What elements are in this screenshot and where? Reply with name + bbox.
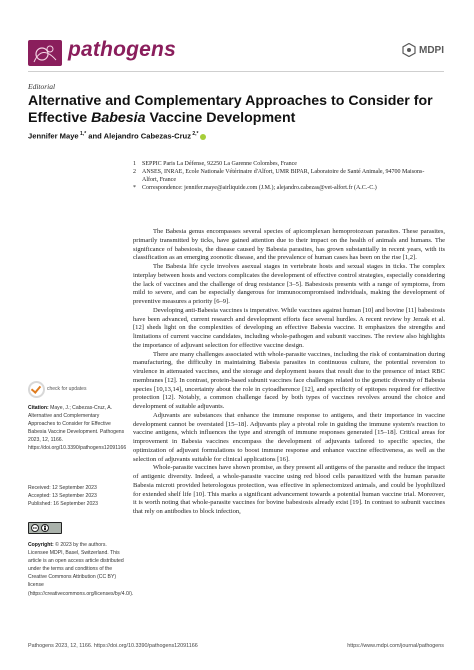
check-updates-icon (28, 381, 45, 398)
title-italic: Babesia (91, 109, 146, 126)
check-updates-label: check for updates (47, 385, 87, 392)
mdpi-hex-icon (402, 43, 416, 57)
header-divider (28, 71, 444, 72)
correspondence: * Correspondence: jennifer.maye@airliquide.com (J.M.); alejandro.cabezas@vet-alfort.fr (A.C.-C.) (133, 185, 377, 192)
author-list (28, 131, 206, 141)
published-date: Published: 16 September 2023 (28, 501, 98, 508)
body-paragraph: Adjuvants are substances that enhance the immune response to antigens, and their importance in vaccine development cannot be overstated [15–18]. Adjuvants play a pivotal role in guiding the immune system's reaction to vaccine antigens, which influences the type and strength of immune responses generated [15–18]. Critical areas for improvement in Babesia vaccines encompass the development of adjuvants tailored to specific species, the optimization of adjuvant formulations to boost immune response and enhance vaccine effectiveness, as well as the selection of adjuvants suitable for clinical applications [16]. (133, 411, 445, 463)
accepted-date: Accepted: 13 September 2023 (28, 493, 97, 500)
received-date: Received: 12 September 2023 (28, 485, 97, 491)
citation-block (28, 404, 126, 453)
body-paragraph: The Babesia life cycle involves asexual stages in vertebrate hosts and sexual stages in ticks. The complex interplay between hosts and vectors complicates the development of effective control strategies, especially considering the lack of vaccines and the challenge of drug resistance [3–5]. Babesiosis presents with a range of symptoms, from mild to severe, and can be especially dangerous for immunocompromised individuals, making the development of preventive measures a priority [6–9]. (133, 263, 445, 305)
check-for-updates-button[interactable] (28, 380, 108, 398)
footer-citation: Pathogens 2023, 12, 1166. https://doi.org/10.3390/pathogens12091166 (28, 643, 198, 649)
publisher-name: MDPI (419, 44, 444, 56)
author-separator: and (88, 131, 104, 141)
cc-icon: cc (32, 525, 38, 530)
body-paragraph: Whole-parasite vaccines have shown promise, as they present all antigens of the parasite and reduce the impact of antigenic diversity. Indeed, a whole-parasite vaccine using red blood cells parasitized with the human parasite Babesia microti provided heterologous protection, was effective in splenectomized animals, and could be lyophilized for extended shelf life [10]. This marks a significant advancement towards a potential human vaccine trial. Moreover, it is worth noting that whole-parasite vaccines for bovine babesiosis already exist [19]. In contrast to subunit vaccines that rely on antibodies to block infection, (133, 464, 445, 515)
body-paragraph: The Babesia genus encompasses several species of apicomplexan hemoprotozoan parasites. These parasites, primarily transmitted by ticks, have gained attention due to their impact on the health of animals and humans. The significance of babesiosis, the disease caused by Babesia parasites, has grown substantially in recent years, with its classification as an emerging zoonotic disease, and the prevalence of human cases has been on the rise [1,2]. (133, 228, 445, 262)
body-paragraph: There are many challenges associated with whole-parasite vaccines, including the risk of contamination during manufacturing, the difficulty in maintaining Babesia parasites in continuous culture, the potential reversion to virulence in attenuated vaccines, and the storage and deployment issues that result due to the presence of intact RBC membranes [12]. In contrast, protein-based subunit vaccines face challenges related to the genetic diversity of Babesia species [10,13,14], uncertainty about the role in cytoadherence [12], and specificity of epitopes required for effective protection [12]. Notably, a common challenge faced by both types of vaccines revolves around the choice and development of suitable adjuvants. (133, 350, 445, 410)
citation-text: Maye, J.; Cabezas-Cruz, A. Alternative and Complementary Approaches to Consider for Effective Babesia Vaccine Development. Pathogens 2023, 12, 1166. https://doi.org/10.3390/pathogens12091166 (28, 405, 127, 452)
affiliations (133, 160, 433, 192)
copyright-label: Copyright: (28, 542, 54, 548)
affiliation-item: 2 ANSES, INRAE, Ecole Nationale Vétérinaire d'Alfort, UMR BIPAR, Laboratoire de Santé Animale, 94700 Maisons-Alfort, France (133, 169, 425, 184)
author-name: Alejandro Cabezas-Cruz (103, 131, 191, 141)
publisher-logo (402, 43, 444, 57)
dates-block (28, 484, 126, 508)
footer-journal-link[interactable]: https://www.mdpi.com/journal/pathogens (347, 643, 444, 649)
by-person-icon (41, 524, 49, 532)
title-part2: Vaccine Development (145, 109, 296, 126)
cc-by-license-icon[interactable] (28, 522, 62, 534)
body-paragraph: Developing anti-Babesia vaccines is imperative. While vaccines against human [10] and bovine [11] babesiosis have been advanced, current research and development efforts face several hurdles. A recent review by Jerzak et al. [12] sheds light on the complexities of developing an effective Babesia vaccine. It emphasizes the strengths and limitations of current vaccine candidates, including whole-pathogen and subunit vaccines. The review also highlights the importance of adjuvant selection for effective vaccine design. (133, 306, 445, 349)
article-type: Editorial (28, 82, 56, 91)
article-body (133, 228, 445, 517)
affiliation-item: 1 SEPPIC Paris La Défense, 92250 La Garenne Colombes, France (133, 161, 297, 167)
title-part1: Alternative and Complementary Approaches to Consider for Effective (28, 93, 433, 126)
copyright-text: © 2023 by the authors. Licensee MDPI, Basel, Switzerland. This article is an open access article distributed under the terms and conditions of the Creative Commons Attribution (CC BY) license (https://creativecommons.org/licenses/by/4.0/). (28, 542, 134, 597)
journal-logo-icon (28, 40, 62, 66)
journal-name: pathogens (68, 38, 176, 61)
author-name: Jennifer Maye (28, 131, 79, 141)
orcid-icon[interactable] (200, 134, 206, 140)
author-marks: 1,* (78, 131, 87, 137)
author-marks: 2,* (191, 131, 199, 137)
citation-label: Citation: (28, 405, 49, 411)
article-title (28, 93, 448, 126)
copyright-block (28, 541, 134, 598)
